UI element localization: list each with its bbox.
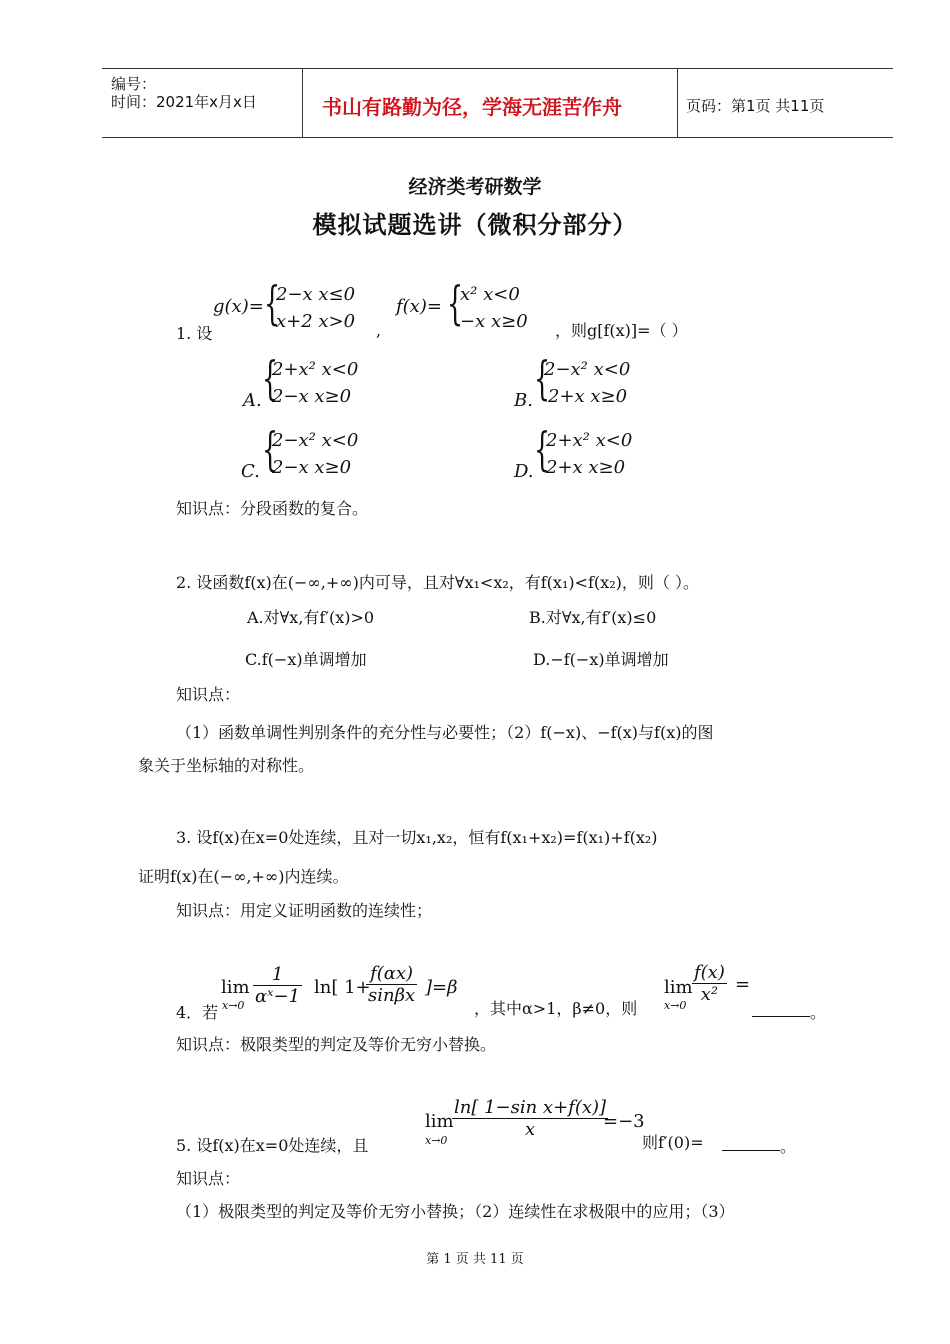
q1-option-b-case2: 2+x x≥0	[548, 386, 628, 407]
header-slogan: 书山有路勤为径，学海无涯苦作舟	[322, 95, 622, 119]
q4-frac3	[692, 962, 727, 1005]
q5-prefix: 5. 设f(x)在x=0处连续，且	[176, 1136, 369, 1155]
q3-knowledge: 知识点：用定义证明函数的连续性；	[176, 901, 433, 920]
q4-lim2: lim	[664, 977, 693, 998]
date-label: 时间：2021年x月x日	[111, 93, 257, 111]
q1-option-a-brace: {	[262, 351, 279, 405]
q5-lim-sub: x→0	[425, 1134, 448, 1147]
q4-answer-blank[interactable]	[752, 1000, 810, 1017]
q1-option-b-brace: {	[534, 351, 551, 405]
q2-knowledge-1b: 象关于坐标轴的对称性。	[138, 756, 315, 775]
q5-end: 。	[780, 1137, 797, 1156]
q2-knowledge: 知识点：	[176, 685, 241, 704]
q1-option-d-case2: 2+x x≥0	[546, 457, 626, 478]
header-divider	[677, 69, 678, 137]
q1-g-brace: {	[264, 276, 281, 330]
q4-frac3-den: x²	[700, 984, 719, 1005]
q4-frac3-num: f(x)	[694, 962, 725, 983]
q1-option-a-case1: 2+x² x<0	[272, 359, 359, 380]
q2-knowledge-1: （1）函数单调性判别条件的充分性与必要性；（2）f(−x)、−f(x)与f(x)的图	[176, 723, 714, 742]
q5-lim: lim	[425, 1111, 454, 1132]
q1-knowledge: 知识点：分段函数的复合。	[176, 499, 369, 518]
q4-frac1-num: 1	[253, 964, 302, 986]
q1-g-case1: 2−x x≤0	[276, 284, 356, 305]
q1-option-c-case2: 2−x x≥0	[272, 457, 352, 478]
q1-option-c-case1: 2−x² x<0	[272, 430, 359, 451]
doc-title: 经济类考研数学	[408, 176, 542, 198]
q4-end: 。	[810, 1003, 827, 1022]
q1-option-a-case2: 2−x x≥0	[272, 386, 352, 407]
q5-eq: =−3	[603, 1111, 645, 1132]
q2-option-a: A.对∀x,有f′(x)>0	[247, 608, 375, 627]
q5-knowledge-1: （1）极限类型的判定及等价无穷小替换；（2）连续性在求极限中的应用；（3）	[176, 1202, 735, 1221]
q1-option-c-label: C.	[241, 461, 260, 482]
q1-option-b-label: B.	[514, 390, 533, 411]
q1-ask: ，则g[f(x)]=（ ）	[555, 321, 688, 340]
doc-subtitle: 模拟试题选讲（微积分部分）	[312, 210, 638, 239]
q4-ln-close: ]=β	[425, 977, 458, 998]
q1-f-case2: −x x≥0	[460, 311, 528, 332]
q2-stem: 2. 设函数f(x)在(−∞,+∞)内可导，且对∀x₁<x₂，有f(x₁)<f(x₂)，则（ ）。	[176, 573, 699, 592]
page-label: 页码：第1页 共11页	[686, 97, 825, 115]
q4-lim-sub: x→0	[222, 999, 245, 1012]
q1-option-b-case1: 2−x² x<0	[544, 359, 631, 380]
q1-option-d-case1: 2+x² x<0	[546, 430, 633, 451]
q1-g-def: g(x)=	[213, 296, 264, 317]
q5-knowledge: 知识点：	[176, 1169, 241, 1188]
q4-lim2-sub: x→0	[664, 999, 687, 1012]
q3-line2: 证明f(x)在(−∞,+∞)内连续。	[138, 867, 349, 886]
q4-frac2-den: sinβx	[368, 985, 416, 1006]
q4-frac2-num: f(αx)	[366, 963, 417, 985]
q1-comma: ,	[376, 321, 382, 340]
q3-line1: 3. 设f(x)在x=0处连续，且对一切x₁,x₂，恒有f(x₁+x₂)=f(x₁)+f(x₂)	[176, 828, 658, 847]
q5-frac-num: ln[ 1−sin x+f(x)]	[454, 1097, 607, 1118]
q5-answer-blank[interactable]	[722, 1134, 780, 1151]
q1-option-a-label: A.	[243, 390, 262, 411]
q4-frac2	[366, 963, 417, 1006]
number-label: 编号：	[111, 75, 157, 93]
q1-option-d-brace: {	[534, 422, 551, 476]
q5-then: 则f′(0)=	[642, 1133, 704, 1152]
q1-option-c-brace: {	[262, 422, 279, 476]
header-divider	[302, 69, 303, 137]
q1-f-case1: x² x<0	[460, 284, 520, 305]
q1-g-case2: x+2 x>0	[276, 311, 356, 332]
page-footer: 第 1 页 共 11 页	[426, 1252, 524, 1267]
q1-f-brace: {	[447, 276, 464, 330]
q1-f-def: f(x)=	[396, 296, 442, 317]
q5-frac	[452, 1097, 608, 1140]
q4-lim: lim	[221, 977, 250, 998]
q4-ln-open: ln[ 1+	[314, 977, 371, 998]
q2-option-b: B.对∀x,有f′(x)≤0	[529, 608, 657, 627]
q4-prefix: 4．若	[176, 1003, 219, 1022]
q5-frac-den: x	[524, 1119, 536, 1140]
q2-option-c: C.f(−x)单调增加	[245, 650, 367, 669]
q4-condition: ，其中α>1，β≠0，则	[474, 999, 638, 1018]
page-header	[102, 68, 893, 138]
q4-knowledge: 知识点：极限类型的判定及等价无穷小替换。	[176, 1035, 497, 1054]
q1-option-d-label: D.	[514, 461, 534, 482]
q4-frac1-den: αˣ−1	[255, 986, 301, 1007]
q2-option-d: D.−f(−x)单调增加	[533, 650, 669, 669]
q4-frac1	[253, 964, 302, 1007]
q1-prefix: 1. 设	[176, 324, 213, 343]
q4-eq: =	[735, 974, 751, 995]
